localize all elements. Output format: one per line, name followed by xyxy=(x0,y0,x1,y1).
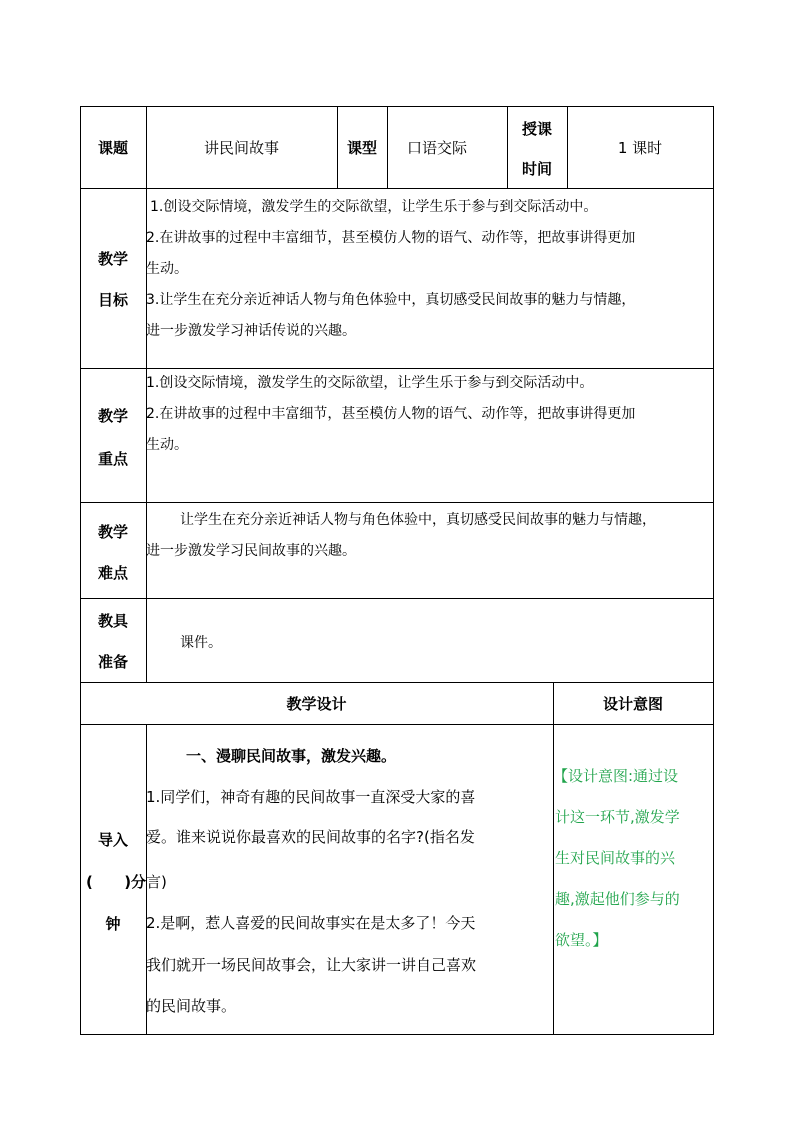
design-intent-line: 趣,激起他们参与的 xyxy=(555,890,680,908)
type-value: 口语交际 xyxy=(406,138,467,157)
key-point-line: 1.创设交际情境，激发学生的交际欲望，让学生乐于参与到交际活动中。 xyxy=(146,375,594,391)
intro-line: 1.同学们，神奇有趣的民间故事一直深受大家的喜 xyxy=(146,788,476,806)
design-intent-line: 生对民间故事的兴 xyxy=(555,849,676,867)
materials-label xyxy=(80,598,146,682)
objective-line: 1.创设交际情境，激发学生的交际欲望，让学生乐于参与到交际活动中。 xyxy=(150,199,598,215)
time-label-line1: 授课 xyxy=(521,120,552,138)
materials-label-line1: 教具 xyxy=(97,612,128,630)
time-label-line2: 时间 xyxy=(521,160,552,178)
objectives-label xyxy=(80,188,146,368)
design-intent-line: 【设计意图:通过设 xyxy=(553,767,679,785)
key-point-line: 2.在讲故事的过程中丰富细节，甚至模仿人物的语气、动作等，把故事讲得更加 xyxy=(146,406,636,422)
materials-value: 课件。 xyxy=(180,635,222,651)
design-intent-header: 设计意图 xyxy=(602,694,663,713)
difficulties-label-line1: 教学 xyxy=(97,523,128,541)
difficulties-label-line2: 难点 xyxy=(97,564,128,582)
intro-line: 的民间故事。 xyxy=(146,997,237,1015)
key-point-line: 生动。 xyxy=(146,437,188,453)
materials-label-line2: 准备 xyxy=(97,653,128,671)
difficulty-line: 进一步激发学习民间故事的兴趣。 xyxy=(146,543,356,559)
objective-line: 生动。 xyxy=(146,261,188,277)
topic-label: 课题 xyxy=(97,138,128,157)
table-border-right xyxy=(713,106,714,1035)
table-line xyxy=(80,188,714,189)
topic-value: 讲民间故事 xyxy=(203,138,279,157)
table-col-line xyxy=(553,682,554,1034)
intro-label xyxy=(80,724,146,1034)
intro-heading: 一、漫聊民间故事，激发兴趣。 xyxy=(186,747,397,765)
objective-line: 3.让学生在充分亲近神话人物与角色体验中，真切感受民间故事的魅力与情趣， xyxy=(146,292,636,308)
key-points-label-line1: 教学 xyxy=(97,407,128,425)
table-line xyxy=(80,598,714,599)
intro-label-line1: 导入 xyxy=(97,831,128,849)
intro-line: 言) xyxy=(146,873,167,891)
design-intent-line: 计这一环节,激发学 xyxy=(555,808,680,826)
intro-line: 我们就开一场民间故事会，让大家讲一讲自己喜欢 xyxy=(146,956,477,974)
difficulty-line: 让学生在充分亲近神话人物与角色体验中，真切感受民间故事的魅力与情趣， xyxy=(180,512,656,528)
table-line xyxy=(80,724,714,725)
key-points-label-line2: 重点 xyxy=(97,450,128,468)
objective-line: 2.在讲故事的过程中丰富细节，甚至模仿人物的语气、动作等，把故事讲得更加 xyxy=(146,230,636,246)
objective-line: 进一步激发学习神话传说的兴趣。 xyxy=(146,323,356,339)
difficulties-label xyxy=(80,502,146,598)
time-value: 1 课时 xyxy=(617,138,663,157)
teaching-design-header: 教学设计 xyxy=(286,694,347,713)
key-points-label xyxy=(80,368,146,502)
type-label: 课型 xyxy=(346,138,377,157)
intro-label-line3: 钟 xyxy=(105,915,121,933)
table-line xyxy=(80,502,714,503)
objectives-label-line1: 教学 xyxy=(97,250,128,268)
design-intent-line: 欲望。】 xyxy=(555,931,608,949)
time-label xyxy=(507,106,567,188)
table-line-bottom xyxy=(80,1034,714,1035)
intro-label-line2: ( )分 xyxy=(86,873,147,891)
intro-line: 2.是啊，惹人喜爱的民间故事实在是太多了！今天 xyxy=(146,914,476,932)
intro-line: 爱。谁来说说你最喜欢的民间故事的名字?(指名发 xyxy=(146,828,475,846)
objectives-label-line2: 目标 xyxy=(97,291,128,309)
